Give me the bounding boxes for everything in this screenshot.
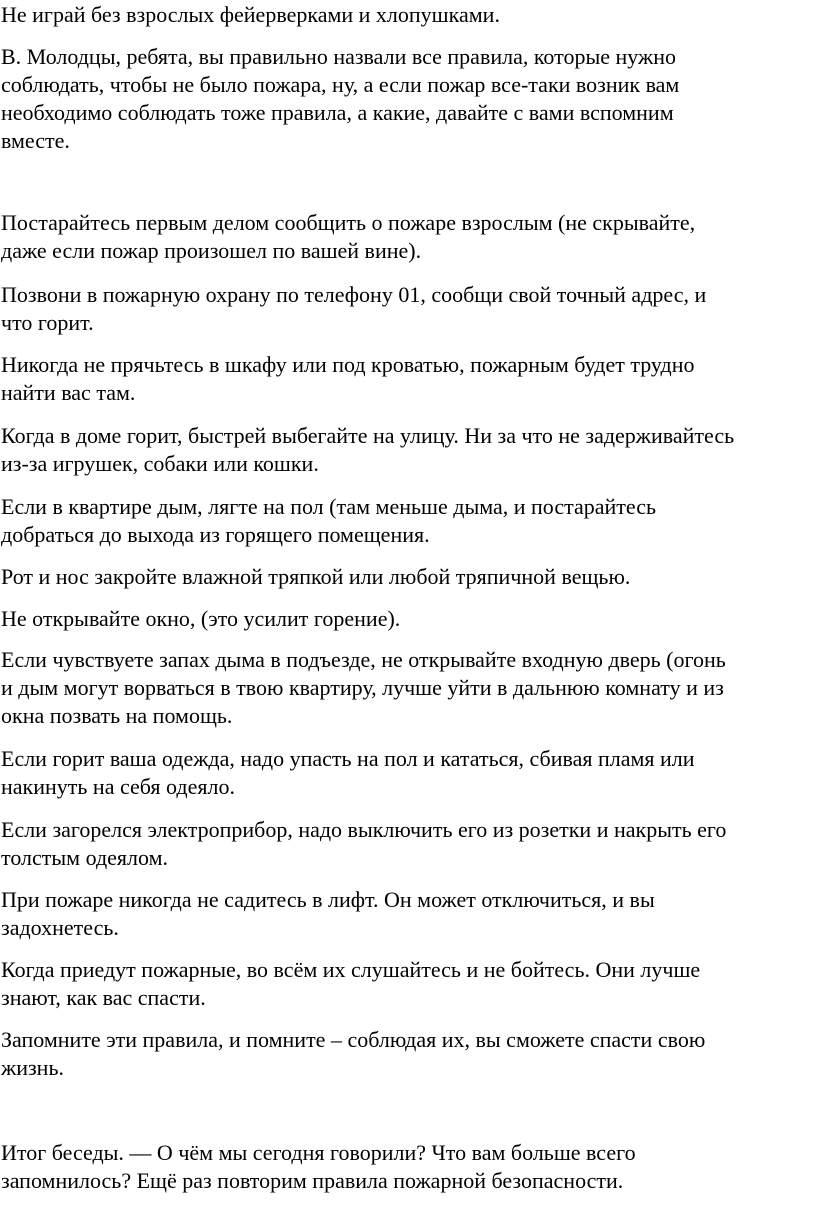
rule-paragraph-3 bbox=[1, 351, 695, 407]
text-line: Если чувствуете запах дыма в подъезде, не открывайте входную дверь (огонь bbox=[1, 647, 726, 672]
rule-paragraph-4 bbox=[1, 422, 734, 478]
text-line: Не играй без взрослых фейерверками и хлопушками. bbox=[1, 2, 500, 27]
text-line: Когда приедут пожарные, во всём их слушайтесь и не бойтесь. Они лучше bbox=[1, 957, 701, 982]
text-line: Когда в доме горит, быстрей выбегайте на улицу. Ни за что не задерживайтесь bbox=[1, 423, 735, 448]
text-line: Итог беседы. — О чём мы сегодня говорили? Что вам больше всего bbox=[1, 1140, 636, 1165]
text-line: вместе. bbox=[1, 128, 70, 153]
rule-paragraph-2 bbox=[1, 281, 706, 337]
rule-paragraph-12 bbox=[1, 956, 700, 1012]
rule-paragraph-5 bbox=[1, 493, 656, 549]
rule-paragraph-8 bbox=[1, 646, 726, 730]
intro-rule-paragraph bbox=[1, 1, 500, 29]
text-line: Никогда не прячьтесь в шкафу или под кроватью, пожарным будет трудно bbox=[1, 352, 695, 377]
rule-paragraph-6 bbox=[1, 563, 630, 591]
text-line: окна позвать на помощь. bbox=[1, 703, 233, 728]
text-line: Рот и нос закройте влажной тряпкой или любой тряпичной вещью. bbox=[1, 564, 631, 589]
text-line: соблюдать, чтобы не было пожара, ну, а если пожар все-таки возник вам bbox=[1, 72, 680, 97]
text-line: найти вас там. bbox=[1, 380, 136, 405]
text-line: В. Молодцы, ребята, вы правильно назвали все правила, которые нужно bbox=[1, 44, 676, 69]
rule-paragraph-7 bbox=[1, 605, 400, 633]
teacher-remark-paragraph bbox=[1, 43, 679, 155]
rule-paragraph-1 bbox=[1, 209, 695, 265]
text-line: добраться до выхода из горящего помещения. bbox=[1, 522, 430, 547]
text-line: что горит. bbox=[1, 310, 94, 335]
text-line: Постарайтесь первым делом сообщить о пожаре взрослым (не скрывайте, bbox=[1, 210, 696, 235]
text-line: из-за игрушек, собаки или кошки. bbox=[1, 451, 319, 476]
text-line: запомнилось? Ещё раз повторим правила пожарной безопасности. bbox=[1, 1168, 624, 1193]
text-line: Если горит ваша одежда, надо упасть на пол и кататься, сбивая пламя или bbox=[1, 746, 695, 771]
text-line: Если загорелся электроприбор, надо выключить его из розетки и накрыть его bbox=[1, 817, 727, 842]
text-line: толстым одеялом. bbox=[1, 845, 169, 870]
rule-paragraph-10 bbox=[1, 816, 726, 872]
text-line: даже если пожар произошел по вашей вине). bbox=[1, 238, 422, 263]
text-line: знают, как вас спасти. bbox=[1, 985, 206, 1010]
text-line: Не открывайте окно, (это усилит горение). bbox=[1, 606, 401, 631]
text-line: Позвони в пожарную охрану по телефону 01, сообщи свой точный адрес, и bbox=[1, 282, 707, 307]
rule-paragraph-11 bbox=[1, 886, 655, 942]
summary-paragraph bbox=[1, 1139, 636, 1195]
text-line: жизнь. bbox=[1, 1055, 64, 1080]
text-line: необходимо соблюдать тоже правила, а какие, давайте с вами вспомним bbox=[1, 100, 674, 125]
text-line: накинуть на себя одеяло. bbox=[1, 774, 235, 799]
text-line: Запомните эти правила, и помните – соблюдая их, вы сможете спасти свою bbox=[1, 1027, 706, 1052]
rule-paragraph-13 bbox=[1, 1026, 705, 1082]
text-line: При пожаре никогда не садитесь в лифт. Он может отключиться, и вы bbox=[1, 887, 655, 912]
text-line: и дым могут ворваться в твою квартиру, лучше уйти в дальнюю комнату и из bbox=[1, 675, 724, 700]
text-line: задохнетесь. bbox=[1, 915, 119, 940]
text-line: Если в квартире дым, лягте на пол (там меньше дыма, и постарайтесь bbox=[1, 494, 657, 519]
rule-paragraph-9 bbox=[1, 745, 695, 801]
